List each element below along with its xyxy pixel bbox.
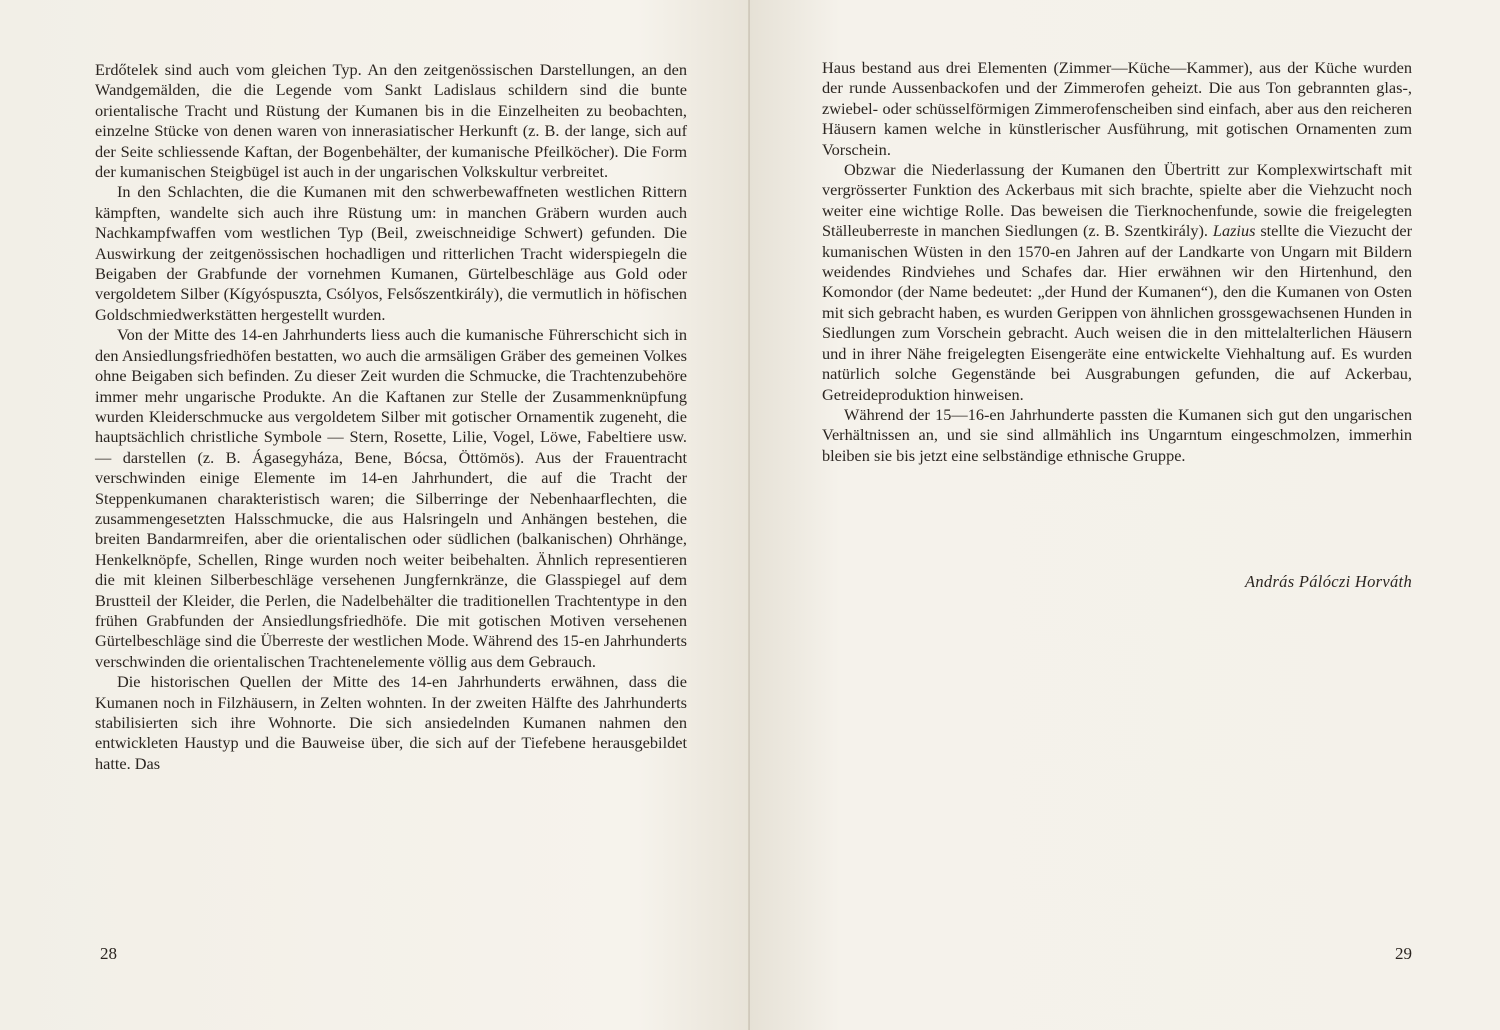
left-page-text xyxy=(95,60,687,774)
paragraph-part: stellte die Viezucht der kumanischen Wüsten in den 1570-en Jahren auf der Landkarte von Ungarn mit Bildern weidendes Rindviehes und Schafes dar. Hier erwähnen wir den Hirtenhund, den Komondor (der Name bedeutet: „der Hund der Kumanen“), den die Kumanen von Osten mit sich gebracht haben, es wurden Gerippen von ähnlichen grossgewachsenen Hunden in Siedlungen zum Vorschein gebracht. Auch weisen die in den mittelalterlichen Häusern und in ihrer Nähe freigelegten Eisengeräte eine entwickelte Viehhaltung auf. Es wurden natürlich solche Gegenstände bei Ausgrabungen gefunden, die auf Ackerbau, Getreideproduktion hinweisen. xyxy=(822,221,1413,404)
paragraph: Erdőtelek sind auch vom gleichen Typ. An den zeitgenössischen Darstellungen, an den Wandgemälden, die die Legende vom Sankt Ladislaus schildern sind die bunte orientalische Tracht und Rüstung der Kumanen bis in die Einzelheiten zu beobachten, einzelne Stücke von denen waren von innerasiatischer Herkunft (z. B. der lange, sich auf der Seite schliessende Kaftan, der Bogenbehälter, der kumanische Pfeilköcher). Die Form der kumanischen Steigbügel ist auch in der ungarischen Volkskultur verbreitet. xyxy=(95,60,687,182)
paragraph-part: Obzwar die Niederlassung der Kumanen den Übertritt zur Komplexwirtschaft mit vergrösserter Funktion des Ackerbaus mit sich brachte, spielte aber die Viehzucht noch weiter eine wichtige Rolle. Das beweisen die Tierknochenfunde, sowie die freigelegten Ställeuberreste in manchen Siedlungen (z. B. Szentkirály). xyxy=(822,160,1412,241)
paragraph: In den Schlachten, die die Kumanen mit den schwerbewaffneten westlichen Rittern kämpften, wandelte sich auch ihre Rüstung um: in manchen Gräbern wurden auch Nachkampfwaffen vom westlichen Typ (Beil, zweischneidige Schwert) gefunden. Die Auswirkung der zeitgenössischen hochadligen und ritterlichen Tracht widerspiegeln die Beigaben der Grabfunde der vornehmen Kumanen, Gürtelbeschläge aus Gold oder vergoldetem Silber (Kígyóspuszta, Csólyos, Felsőszentkirály), die vermutlich in höfischen Goldschmiedwerkstätten hergestellt wurden. xyxy=(95,182,687,324)
page-number: 29 xyxy=(1395,944,1412,963)
right-page-text xyxy=(822,58,1412,466)
paragraph: Von der Mitte des 14-en Jahrhunderts liess auch die kumanische Führerschicht sich in den Ansiedlungsfriedhöfen bestatten, wo auch die armsäligen Gräber des gemeinen Volkes ohne Beigaben sich befinden. Zu dieser Zeit wurden die Schmucke, die Trachtenzubehöre immer mehr ungarische Produkte. An die Kaftanen zur Stelle der Zusammenknüpfung wurden Kleiderschmucke aus vergoldetem Silber mit gotischer Ornamentik zugeneht, die hauptsächlich christliche Symbole — Stern, Rosette, Lilie, Vogel, Löwe, Fabeltiere usw. — darstellen (z. B. Ágasegyháza, Bene, Bócsa, Öttömös). Aus der Frauentracht verschwinden einige Elemente im 14-en Jahrhundert, die auf die Tracht der Steppenkumanen charakteristisch waren; die Silberringe der Nebenhaarflechten, die zusammengesetzten Halsschmucke, die aus Halsringeln und Anhängen bestehen, die breiten Bandarmreifen, aber die orientalischen oder südlichen (balkanischen) Ohrhänge, Henkelknöpfe, Schellen, Ringe wurden noch weiter beibehalten. Ähnlich representieren die mit kleinen Silberbeschläge versehenen Jungfernkränze, die Glasspiegel auf dem Brustteil der Kleider, die Perlen, die Nadelbehälter die traditionellen Trachtentype in den frühen Grabfunden der Ansiedlungsfriedhöfe. Die mit gotischen Motiven versehenen Gürtelbeschläge sind die Überreste der westlichen Mode. Während des 15-en Jahrhunderts verschwinden die orientalischen Trachtenelemente völlig aus dem Gebrauch. xyxy=(95,325,687,671)
paragraph xyxy=(822,160,1412,405)
right-page xyxy=(750,0,1500,1030)
lazius-name: Lazius xyxy=(1212,221,1256,241)
author-signature: András Pálóczi Horváth xyxy=(1244,572,1412,591)
paragraph: Die historischen Quellen der Mitte des 14-en Jahrhunderts erwähnen, dass die Kumanen noch in Filzhäusern, in Zelten wohnten. In der zweiten Hälfte des Jahrhunderts stabilisierten sich ihre Wohnorte. Die sich ansiedelnden Kumanen nahmen den entwickleten Haustyp und die Bauweise über, die sich auf der Tiefebene herausgebildet hatte. Das xyxy=(95,672,687,773)
paragraph: Während der 15—16-en Jahrhunderte passten die Kumanen sich gut den ungarischen Verhältnissen an, und sie sind allmählich ins Ungarntum eingeschmolzen, immerhin bleiben sie bis jetzt eine selbständige ethnische Gruppe. xyxy=(822,404,1412,465)
paragraph: Haus bestand aus drei Elementen (Zimmer—Küche—Kammer), aus der Küche wurden der runde Aussenbackofen und der Zimmerofen geheizt. Die aus Ton gebrannten glas-, zwiebel- oder schüsselförmigen Zimmerofenscheiben sind einfach, aber aus den reicheren Häusern kamen welche in künstlerischer Ausführung, mit gotischen Ornamenten zum Vorschein. xyxy=(822,58,1412,159)
page-number: 28 xyxy=(100,944,117,963)
